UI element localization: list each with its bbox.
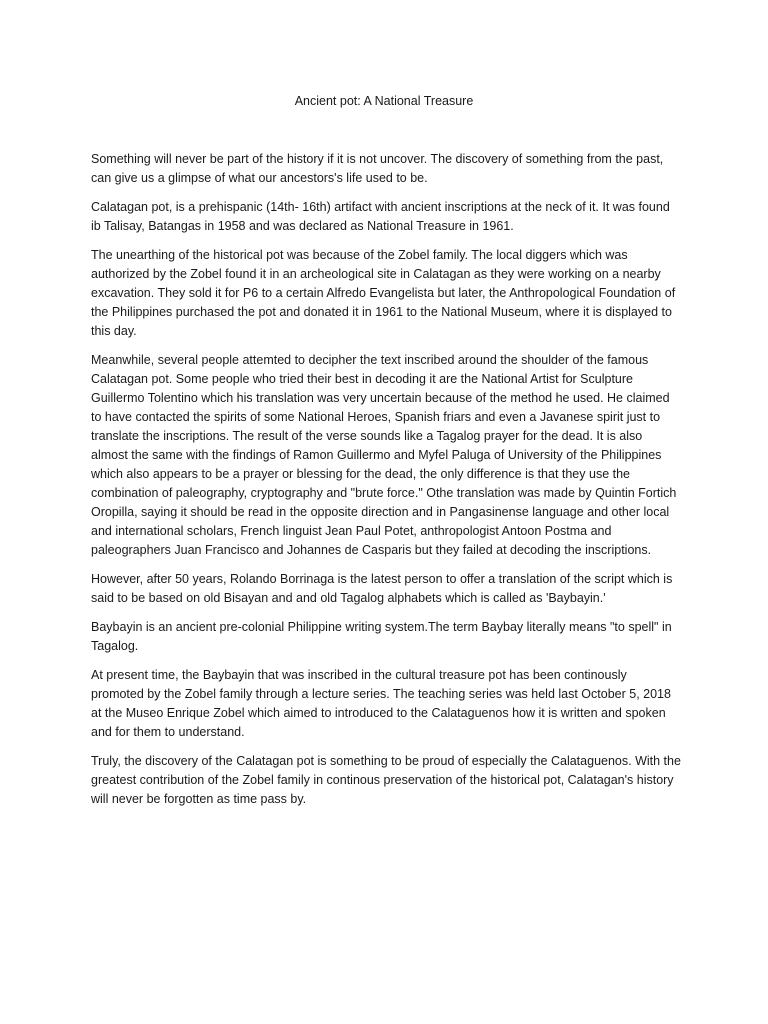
paragraph-baybayin: Baybayin is an ancient pre-colonial Philippine writing system.The term Baybay literally means "to spell" in Tagalog. [91,620,672,653]
document-title: Ancient pot: A National Treasure [294,94,474,108]
paragraph-borrinaga: However, after 50 years, Rolando Borrinaga is the latest person to offer a translation of the script which is said to be based on old Bisayan and and old Tagalog alphabets which is called as 'Baybayin.' [91,572,673,605]
document-body [91,150,681,819]
paragraph-present-time: At present time, the Baybayin that was inscribed in the cultural treasure pot has been continously promoted by the Zobel family through a lecture series. The teaching series was held last October 5, 2018 at the Museo Enrique Zobel which aimed to introduced to the Calataguenos how it is written and spoken and for them to understand. [91,668,671,739]
paragraph-intro: Something will never be part of the history if it is not uncover. The discovery of something from the past, can give us a glimpse of what our ancestors's life used to be. [91,152,664,185]
paragraph-decipher-attempts: Meanwhile, several people attemted to decipher the text inscribed around the shoulder of the famous Calatagan pot. Some people who tried their best in decoding it are the National Artist for Sculpture Guillermo Tolentino which his translation was very uncertain because of the method he used. He claimed to have contacted the spirits of some National Heroes, Spanish friars and even a Javanese spirit just to translate the inscriptions. The result of the verse sounds like a Tagalog prayer for the dead. It is also almost the same with the findings of Ramon Guillermo and Myfel Paluga of University of the Philippines which also appears to be a prayer or blessing for the dead, the only difference is that they use the combination of paleography, cryptography and "brute force." Othe translation was made by Quintin Fortich Oropilla, saying it should be read in the opposite direction and in Pangasinense language and other local and international scholars, French linguist Jean Paul Potet, anthropologist Antoon Postma and paleographers Juan Francisco and Johannes de Casparis but they failed at decoding the inscriptions. [91,353,677,557]
paragraph-conclusion: Truly, the discovery of the Calatagan pot is something to be proud of especially the Calataguenos. With the greatest contribution of the Zobel family in continous preservation of the historical pot, Calatagan's history will never be forgotten as time pass by. [91,754,681,806]
paragraph-calatagan-pot: Calatagan pot, is a prehispanic (14th- 16th) artifact with ancient inscriptions at the neck of it. It was found ib Talisay, Batangas in 1958 and was declared as National Treasure in 1961. [91,200,670,233]
paragraph-unearthing: The unearthing of the historical pot was because of the Zobel family. The local diggers which was authorized by the Zobel found it in an archeological site in Calatagan as they were working on a nearby excavation. They sold it for P6 to a certain Alfredo Evangelista but later, the Anthropological Foundation of the Philippines purchased the pot and donated it in 1961 to the National Museum, where it is displayed to this day. [91,248,676,338]
